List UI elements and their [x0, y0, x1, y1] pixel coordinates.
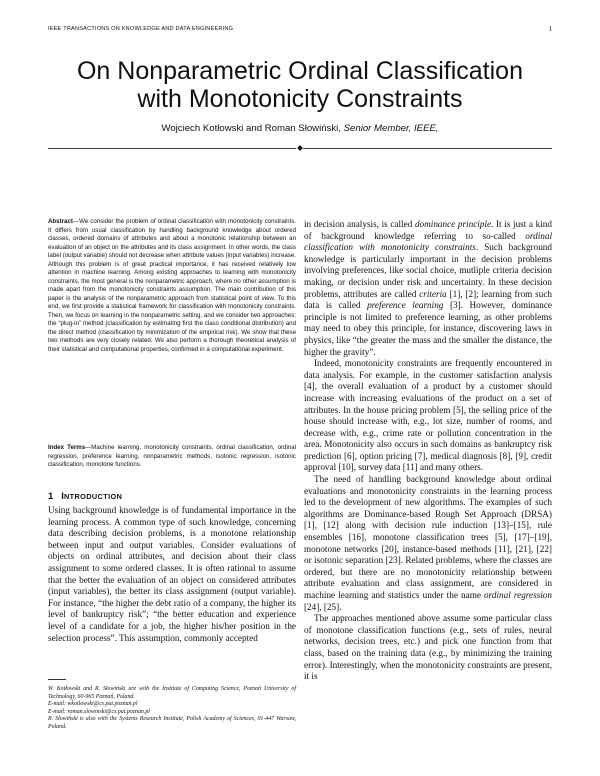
section-title-initial: I: [61, 491, 64, 502]
text-run: The need of handling background knowledge about ordinal evaluations and monotonicity constraints in the learning process led to the development of new algorithms. The examples of such algorithms are Dominance-based Rough Set Approach (DRSA) [1], [12] along with decision rule induction [13]–[15], rule ensembles [16], monotone classification trees [5], [17]–[19], monotone networks [20], instance-based methods [11], [21], [22] or isotonic separation [23]. Related problems, where the classes are ordered, but there are no monotonicity relationship between attribute evaluation and class assignment, are considered in machine learning and statistics under the name: [304, 474, 552, 600]
text-run: . Such background knowledge is particularly important in the decision problems involving preferences, like social choice, mutliple criteria decision making, or decision under risk and uncertainty. In these decision problems, attributes are called: [304, 242, 552, 299]
section-heading-introduction: [48, 491, 122, 502]
paragraph-dominance-principle: [304, 219, 552, 358]
author-membership: Senior Member, IEEE,: [343, 123, 439, 134]
footnote-email-2: E-mail: roman.slowinski@cs.put.poznan.pl: [48, 708, 150, 715]
text-run: [3]. However, dominance principle is not limited to preference learning, as other problems may need to obey this principle, for instance, discovering laws in physics, like “the greater the mass and the smaller the distance, the higher the gravity”.: [304, 300, 553, 357]
title-line-2: with Monotonicity Constraints: [137, 85, 463, 113]
left-column-body: [48, 505, 296, 644]
index-terms-text: —Machine learning, monotonicity constraints, ordinal classification, ordinal regression, preference learning, nonparametric methods, isotonic regression, isotonic classification, monotone functions.: [48, 444, 297, 468]
abstract-text: —We consider the problem of ordinal classification with monotonicity constraints. It differs from usual classification by handling background knowledge about ordered classes, ordered domains of attributes and about a monotonic relationship between an evaluation of an object on the attributes and its class assignment. In other words, the class label (output variable) should not decrease when attribute values (input variables) increase. Although this problem is of great practical importance, it has received relatively low attention in machine learning. Among existing approaches to learning with monotonicity constraints, the most general is the nonparametric approach, where no other assumption is made apart from the monotonicity constraints assumption. The main contribution of this paper is the analysis of the nonparametric approach from statistical point of view. To this end, we first provide a statistical framework for classification with monotonicity constraints. Then, we focus on learning in the nonparametric setting, and we consider two approaches: the “plug-in” method (classification by estimating first the class conditional distribution) and the direct method (classification by minimization of the empirical risk). We show that these two methods are very closely related. We also perform a thorough theoretical analysis of their statistical and computational properties, confirmed in a computational experiment.: [48, 218, 296, 353]
text-run: [24], [25].: [304, 601, 342, 612]
abstract: [48, 218, 296, 354]
title-line-1: On Nonparametric Ordinal Classification: [76, 57, 523, 85]
index-terms-label: Index Terms: [48, 444, 86, 451]
right-column-body: [304, 219, 552, 683]
paragraph-monotonicity-examples: Indeed, monotonicity constraints are frequently encountered in data analysis. For example, in the customer satisfaction analysis [4], the overall evaluation of a product by a customer should increase with increasing evaluations of the product on a set of attributes. In the house pricing problem [5], the selling price of the house should increase with, e.g., lot size, number of rooms, and decrease with, e.g., crime rate or pollution concentration in the area. Monotonicity also occurs in such domains as bankruptcy risk prediction [6], option pricing [7], medical diagnosis [8], [9], credit approval [10], survey data [11] and many others.: [304, 358, 552, 473]
abstract-label: Abstract: [48, 218, 73, 225]
emphasis-ordinal-classification: ordinal classification with monotonicity constraints: [304, 230, 552, 253]
footnote-rule: [48, 679, 66, 680]
text-run: . It is just a kind of background knowledge referring to so-called: [304, 219, 552, 241]
author-names: Wojciech Kotłowski and Roman Słowiński,: [161, 123, 341, 134]
footnote-affiliation-2: R. Słowiński is also with the Systems Research Institute, Polish Academy of Sciences, 01-447 Warsaw, Poland.: [48, 716, 296, 730]
text-run: [1], [2]; learning from such data is called: [304, 288, 553, 311]
section-number: 1: [48, 491, 54, 502]
paper-title: [0, 57, 600, 113]
footnote-affiliation: W. Kotłowski and R. Słowiński are with the Institute of Computing Science, Poznań University of Technology, 60-965 Poznań, Poland.: [48, 686, 296, 700]
text-run: in decision analysis, is called: [304, 219, 415, 229]
emphasis-preference-learning: preference learning: [367, 300, 444, 311]
index-terms: [48, 444, 296, 470]
paragraph-approaches: The approaches mentioned above assume some particular class of monotone classification functions (e.g., sets of rules, neural networks, decision trees, etc.) and pick one function from that class, based on the training data (e.g., by minimizing the training error). Interestingly, when the monotonicity constraints are present, it is: [304, 613, 552, 682]
author-footnotes: [48, 686, 296, 732]
section-title-rest: NTRODUCTION: [63, 492, 123, 501]
footnote-email-1: E-mail: wkotlowski@cs.put.poznan.pl: [48, 701, 138, 708]
page-number: 1: [548, 25, 552, 33]
emphasis-dominance-principle: dominance principle: [414, 219, 492, 229]
author-line: [0, 123, 600, 134]
emphasis-criteria: criteria: [419, 288, 447, 299]
paragraph-algorithms: [304, 474, 552, 613]
emphasis-ordinal-regression: ordinal regression: [484, 590, 552, 600]
running-header: IEEE TRANSACTIONS ON KNOWLEDGE AND DATA ENGINEERING: [48, 26, 234, 32]
diamond-ornament-icon: [296, 144, 303, 151]
intro-paragraph-1: Using background knowledge is of fundamental importance in the learning process. A common type of such knowledge, concerning data describing decision problems, is a monotone relationship between input and output variables. Consider evaluations of objects on ordinal attributes, and decision about their class assignment to some ordered classes. It is often rational to assume that the better the evaluation of an object on considered attributes (input variables), the better its class assignment (output variable). For instance, “the higher the debt ratio of a company, the higher its level of bankruptcy risk”; “the better education and experience level of a candidate for a job, the higher his/her position in the selection process”. This assumption, commonly accepted: [48, 505, 296, 643]
